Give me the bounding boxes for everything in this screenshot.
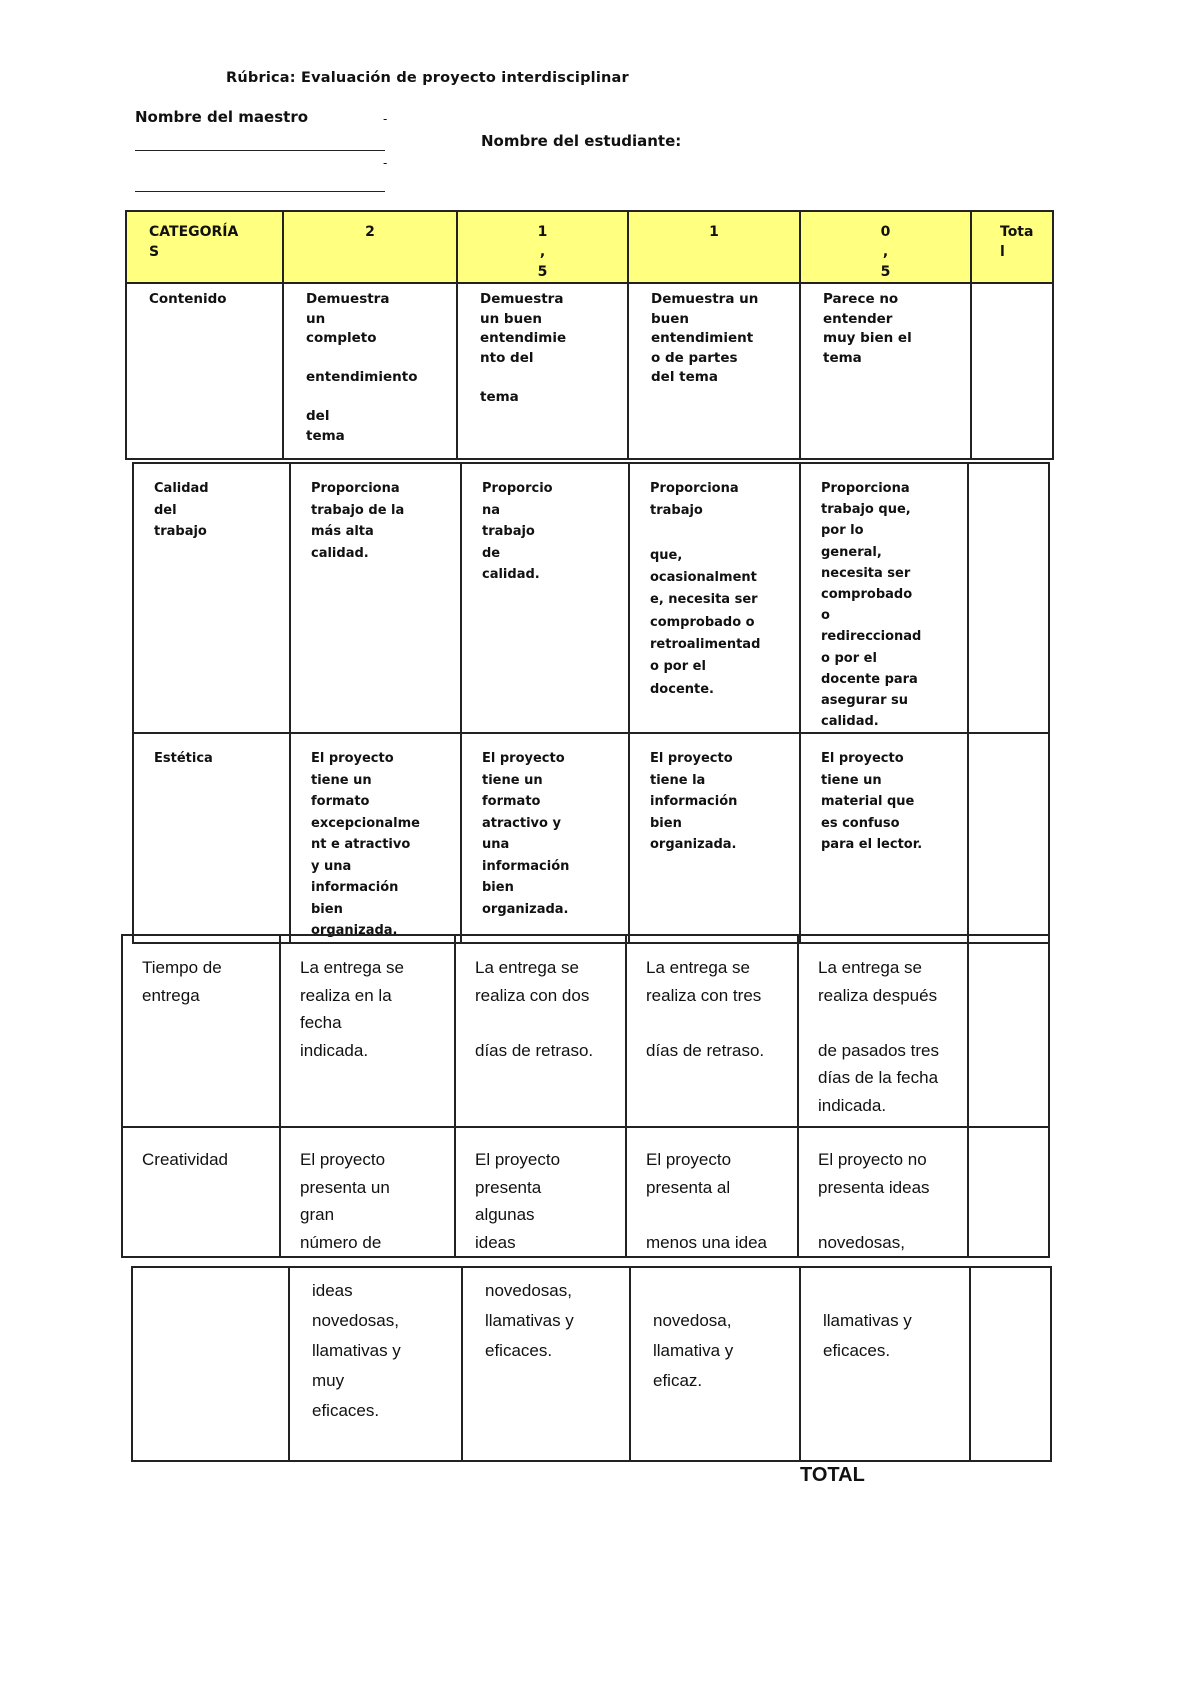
descriptor-cell: Proporciona trabajo que, ocasionalment e, necesita ser comprobado o retroalimentad o por el docente.	[629, 463, 800, 733]
descriptor-cell: Demuestra un buen entendimie nto del tema	[457, 283, 628, 459]
descriptor-cell: La entrega se realiza después de pasados tres días de la fecha indicada.	[798, 935, 968, 1127]
descriptor-cell: Demuestra un completo entendimiento del tema	[283, 283, 457, 459]
rubric-table-part-4	[131, 1266, 1052, 1462]
score-input-cell[interactable]	[968, 733, 1049, 943]
descriptor-cell: Parece no entender muy bien el tema	[800, 283, 971, 459]
student-name-label: Nombre del estudiante:	[481, 132, 682, 150]
row-tiempo-de-entrega	[122, 935, 1049, 1127]
total-label: TOTAL	[800, 1464, 865, 1486]
category-cell: Contenido	[126, 283, 283, 459]
teacher-name-line-2[interactable]	[135, 191, 385, 192]
score-input-cell[interactable]	[971, 283, 1053, 459]
descriptor-cell: El proyecto tiene un formato excepcionalme nt e atractivo y una información bien organizada.	[290, 733, 461, 943]
descriptor-cell: El proyecto tiene un formato atractivo y una información bien organizada.	[461, 733, 629, 943]
score-input-cell[interactable]	[968, 463, 1049, 733]
descriptor-cell: El proyecto tiene la información bien organizada.	[629, 733, 800, 943]
blank-mark: -	[383, 156, 388, 170]
descriptor-cell: El proyecto presenta al menos una idea	[626, 1127, 798, 1257]
category-cell: Calidad del trabajo	[133, 463, 290, 733]
score-input-cell[interactable]	[970, 1267, 1051, 1461]
teacher-name-label: Nombre del maestro	[135, 108, 309, 126]
descriptor-cell: llamativas y eficaces.	[800, 1267, 970, 1461]
rubric-table-part-2	[132, 462, 1050, 944]
row-creatividad-continued	[132, 1267, 1051, 1461]
score-input-cell[interactable]	[968, 935, 1049, 1127]
descriptor-cell: Demuestra un buen entendimient o de partes del tema	[628, 283, 800, 459]
rubric-table-part-1	[125, 210, 1054, 460]
document-title: Rúbrica: Evaluación de proyecto interdisciplinar	[226, 70, 629, 86]
header-score-1-5: 1 , 5	[457, 211, 628, 283]
descriptor-cell: novedosa, llamativa y eficaz.	[630, 1267, 800, 1461]
header-row	[126, 211, 1053, 283]
category-cell: Tiempo de entrega	[122, 935, 280, 1127]
category-cell: Estética	[133, 733, 290, 943]
teacher-name-line[interactable]	[135, 150, 385, 151]
row-contenido	[126, 283, 1053, 459]
descriptor-cell: Proporciona trabajo de la más alta calidad.	[290, 463, 461, 733]
row-estetica	[133, 733, 1049, 943]
score-input-cell[interactable]	[968, 1127, 1049, 1257]
descriptor-cell: La entrega se realiza con tres días de retraso.	[626, 935, 798, 1127]
blank-mark: -	[383, 112, 388, 126]
header-score-0-5: 0 , 5	[800, 211, 971, 283]
header-score-1: 1	[628, 211, 800, 283]
descriptor-cell: novedosas, llamativas y eficaces.	[462, 1267, 630, 1461]
descriptor-cell: La entrega se realiza en la fecha indicada.	[280, 935, 455, 1127]
descriptor-cell: El proyecto presenta un gran número de	[280, 1127, 455, 1257]
descriptor-cell: El proyecto presenta algunas ideas	[455, 1127, 626, 1257]
header-category: CATEGORÍA S	[126, 211, 283, 283]
category-cell: Creatividad	[122, 1127, 280, 1257]
header-total: Tota l	[971, 211, 1053, 283]
descriptor-cell: Proporcio na trabajo de calidad.	[461, 463, 629, 733]
descriptor-cell: El proyecto no presenta ideas novedosas,	[798, 1127, 968, 1257]
rubric-table-part-3	[121, 934, 1050, 1258]
descriptor-cell: El proyecto tiene un material que es confuso para el lector.	[800, 733, 968, 943]
header-score-2: 2	[283, 211, 457, 283]
descriptor-cell: ideas novedosas, llamativas y muy eficaces.	[289, 1267, 462, 1461]
row-calidad	[133, 463, 1049, 733]
category-cell	[132, 1267, 289, 1461]
descriptor-cell: La entrega se realiza con dos días de retraso.	[455, 935, 626, 1127]
row-creatividad	[122, 1127, 1049, 1257]
descriptor-cell: Proporciona trabajo que, por lo general, necesita ser comprobado o redireccionad o por el docente para asegurar su calidad.	[800, 463, 968, 733]
